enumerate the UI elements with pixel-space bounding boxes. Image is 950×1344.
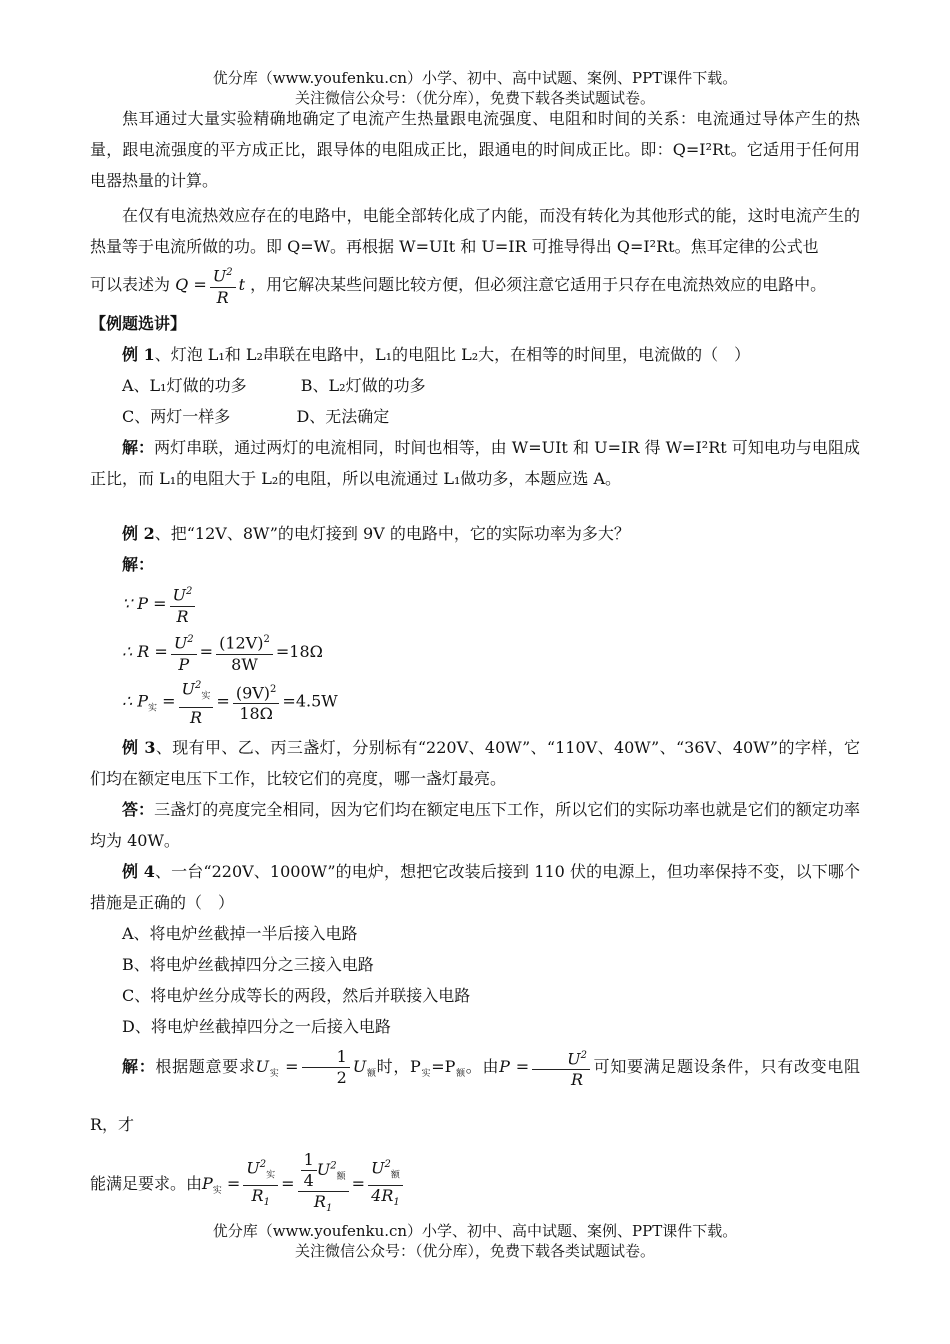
- example-4-solution-line-2: [90, 1150, 860, 1224]
- equation-resistance: ∴ R = $\frac{U^2}{P}$ = $\frac{(12V)^2}{8W}$ =18Ω: [90, 628, 860, 676]
- intro-paragraph-2: 在仅有电流热效应存在的电路中，电能全部转化成了内能，而没有转化为其他形式的能，这时电流产生的热量等于电流所做的功。即 Q=W。再根据 W=UIt 和 U=IR 可推导得出 Q=I²Rt。焦耳定律的公式也: [90, 206, 860, 256]
- example-3-answer-text: 三盏灯的亮度完全相同，因为它们均在额定电压下工作，所以它们的实际功率也就是它们的额定功率均为 40W。: [90, 800, 860, 851]
- example-1-solution: [90, 432, 860, 494]
- example-3-question: [90, 732, 860, 794]
- eq-9v: (9V): [235, 682, 271, 702]
- example-1-option-b: B、L₂灯做的功多: [300, 376, 426, 395]
- example-1-solution-text: 两灯串联，通过两灯的电流相同，时间也相等，由 W=UIt 和 U=IR 得 W=I²Rt 可知电功与电阻成正比，而 L₁的电阻大于 L₂的电阻，所以电流通过 L₁做功多，本题应选 A。: [90, 438, 860, 488]
- example-4-solution-label: 解：: [122, 1057, 156, 1077]
- example-1-solution-label: 解：: [122, 438, 155, 457]
- voltage-ratio-formula: $U_实$ = $\frac{1}{2}$ $U_额$: [255, 1047, 377, 1088]
- example-4-sub-shi: 实: [420, 1069, 432, 1080]
- equation-actual-power: ∴ $P_实$ = $\frac{U^2_实}{R}$ = $\frac{(9V)^2}{18\Omega}$ =4.5W: [90, 676, 860, 732]
- eq-p-result: =4.5W: [282, 691, 338, 711]
- example-4-label: 例 4: [122, 862, 155, 882]
- eq-8w: 8W: [231, 654, 258, 674]
- example-4-sol-f: 能满足要求。由: [90, 1173, 203, 1193]
- example-3-label: 例 3: [122, 738, 156, 758]
- footer-line-1: 优分库（www.youfenku.cn）小学、初中、高中试题、案例、PPT课件下载。: [212, 1222, 738, 1240]
- intro-paragraph-3: [90, 262, 860, 308]
- actual-power-derivation: $P_实$ = $\frac{U^2_实}{R_1}$ = $\frac{1}{4}$ $U^2_额$ $R_1$ = $\frac{U^2_额}{4R_1}$: [202, 1174, 406, 1193]
- example-1-options-row-1: [90, 370, 860, 401]
- example-1-label: 例 1: [122, 345, 155, 364]
- example-4-solution-line-1: [90, 1042, 860, 1149]
- header-line-2: 关注微信公众号：（优分库），免费下载各类试题试卷。: [294, 89, 655, 107]
- page-footer: [0, 1221, 950, 1261]
- power-formula: P = $\frac{U^2}{R}$: [499, 1057, 593, 1076]
- example-4-option-d: D、将电炉丝截掉四分之一后接入电路: [122, 1017, 391, 1037]
- example-2-solution-label: 解：: [122, 555, 155, 574]
- document-body: [90, 103, 860, 1224]
- eq-12v: (12V): [219, 633, 264, 653]
- example-3-answer-label: 答：: [122, 800, 155, 820]
- example-1-option-a: A、L₁灯做的功多: [122, 376, 247, 395]
- example-2-label: 例 2: [122, 524, 155, 543]
- example-4-sub-e: 额: [455, 1069, 466, 1080]
- example-4-sol-c: =P: [431, 1057, 456, 1077]
- intro-p3-pre: 可以表述为: [90, 275, 171, 294]
- eq-18ohm: 18Ω: [239, 703, 273, 723]
- header-line-1: 优分库（www.youfenku.cn）小学、初中、高中试题、案例、PPT课件下载。: [212, 69, 738, 87]
- intro-p3-post: ，用它解决某些问题比较方便，但必须注意它适用于只存在电流热效应的电路中。: [250, 275, 827, 294]
- example-4-sol-a: 根据题意要求: [155, 1057, 256, 1077]
- example-1-options-row-2: [90, 401, 860, 432]
- example-4-question: [90, 856, 860, 918]
- example-1-text: 、灯泡 L₁和 L₂串联在电路中，L₁的电阻比 L₂大，在相等的时间里，电流做的（ ）: [154, 345, 751, 364]
- example-2-text: 、把“12V、8W”的电灯接到 9V 的电路中，它的实际功率为多大？: [154, 524, 630, 543]
- example-4-option-a: A、将电炉丝截掉一半后接入电路: [122, 924, 358, 944]
- joule-formula: Q = $\frac{U^2}{R}$ t: [175, 275, 245, 294]
- intro-paragraph-1: 焦耳通过大量实验精确地确定了电流产生热量跟电流强度、电阻和时间的关系：电流通过导体产生的热量，跟电流强度的平方成正比，跟导体的电阻成正比，跟通电的时间成正比。即：Q=I²Rt。它适用于任何用电器热量的计算。: [90, 109, 860, 190]
- example-4-option-b: B、将电炉丝截掉四分之三接入电路: [122, 955, 374, 975]
- example-4-sol-e: 可知要满足题设条件，只有改变电阻 R，才: [90, 1057, 860, 1134]
- example-2-question: [90, 518, 860, 549]
- example-1-question: [90, 339, 860, 370]
- example-4-sol-b: 时，P: [376, 1057, 421, 1077]
- example-4-text: 、一台“220V、1000W”的电炉，想把它改装后接到 110 伏的电源上，但功率保持不变，以下哪个措施是正确的（ ）: [90, 862, 860, 913]
- footer-line-2: 关注微信公众号：（优分库），免费下载各类试题试卷。: [294, 1242, 655, 1260]
- example-4-sol-d: 。由: [465, 1057, 500, 1077]
- equation-power: ∵ P = $\frac{U^2}{R}$: [90, 580, 860, 628]
- eq-sub-shi: 实: [148, 703, 158, 714]
- example-4-option-c: C、将电炉丝分成等长的两段，然后并联接入电路: [122, 986, 471, 1006]
- example-1-option-d: D、无法确定: [296, 407, 390, 426]
- page-header: [0, 68, 950, 108]
- example-3-text: 、现有甲、乙、丙三盏灯，分别标有“220V、40W”、“110V、40W”、“36V、40W”的字样，它们均在额定电压下工作，比较它们的亮度，哪一盏灯最亮。: [90, 738, 860, 789]
- eq-r-result: =18Ω: [275, 642, 323, 661]
- example-1-option-c: C、两灯一样多: [122, 407, 231, 426]
- section-title: 【例题选讲】: [90, 314, 187, 333]
- example-3-answer: [90, 794, 860, 856]
